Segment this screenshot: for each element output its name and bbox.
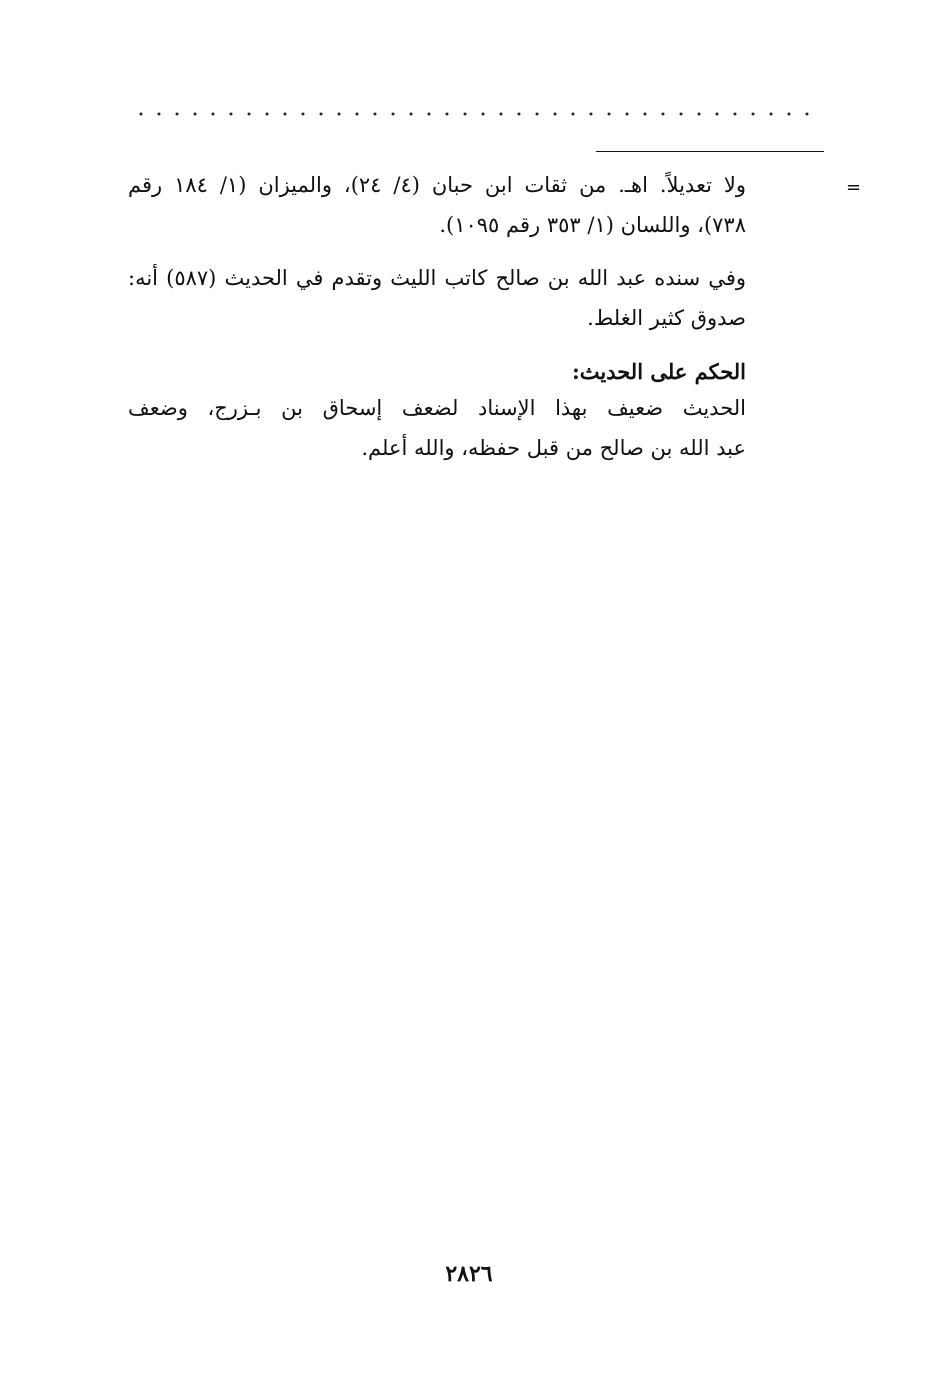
text-line: وفي سنده عبد الله بن صالح كاتب الليث وتقدم في الحديث (٥٨٧) أنه: [128,266,746,290]
verdict-paragraph [128,388,746,468]
footnote-paragraph-2 [128,258,746,338]
dotted-separator [132,110,816,118]
continuation-mark: = [846,177,862,198]
text-line: الحديث ضعيف بهذا الإسناد لضعف إسحاق بن بـزرج، وضعف [128,396,746,420]
section-heading: الحكم على الحديث: [572,359,746,384]
page-number: ٢٨٢٦ [445,1261,493,1287]
text-line: ولا تعديلاً. اهـ. من ثقات ابن حبان (٤/ ٢٤)، والميزان (١/ ١٨٤ رقم [128,173,746,197]
text-line: ٧٣٨)، واللسان (١/ ٣٥٣ رقم ١٠٩٥). [439,213,746,237]
text-line: صدوق كثير الغلط. [587,306,746,330]
text-line: عبد الله بن صالح من قبل حفظه، والله أعلم. [361,436,746,460]
footnote-rule [596,151,824,152]
footnote-paragraph-1 [128,165,746,245]
